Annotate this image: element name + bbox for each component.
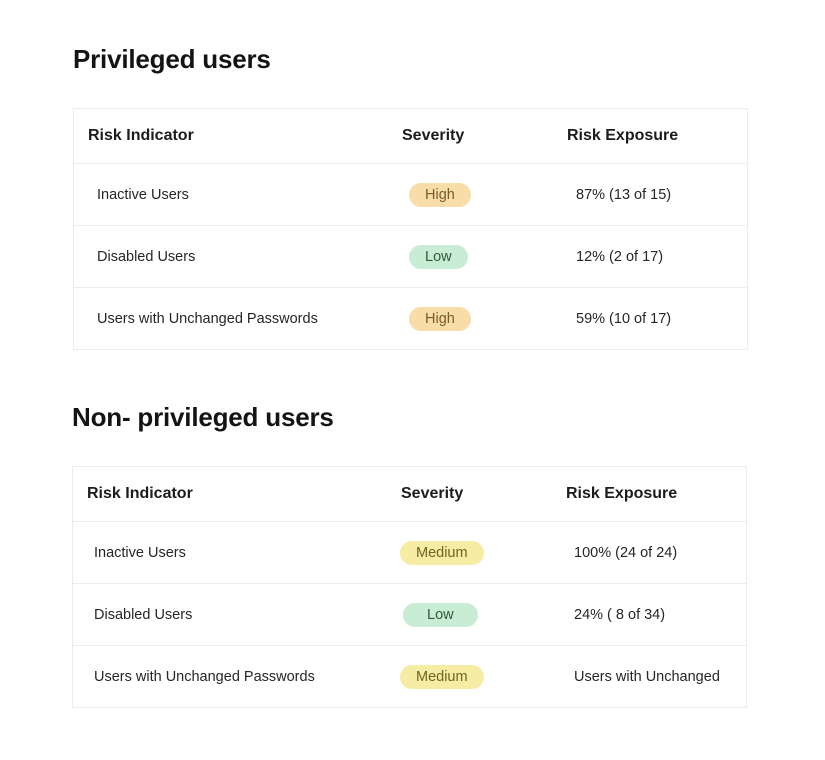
non-privileged-users-title: Non- privileged users — [72, 402, 334, 432]
table-row[interactable] — [73, 645, 746, 707]
risk-indicator-cell: Disabled Users — [94, 606, 193, 623]
column-header-severity: Severity — [401, 485, 464, 502]
table-row[interactable] — [74, 287, 747, 349]
table-row[interactable] — [73, 521, 746, 583]
risk-exposure-cell: 100% (24 of 24) — [574, 544, 678, 561]
risk-exposure-cell: 12% (2 of 17) — [576, 248, 664, 265]
severity-badge: Medium — [400, 541, 484, 565]
non-privileged-users-table — [72, 466, 747, 708]
severity-badge: Low — [403, 603, 478, 627]
table-header-row — [74, 109, 747, 163]
severity-badge: Low — [409, 245, 468, 269]
column-header-risk-indicator: Risk Indicator — [87, 485, 193, 502]
risk-exposure-cell: 24% ( 8 of 34) — [574, 606, 666, 623]
risk-exposure-cell: Users with Unchanged — [574, 668, 720, 685]
risk-exposure-cell: 59% (10 of 17) — [576, 310, 672, 327]
severity-badge: High — [409, 307, 471, 331]
risk-indicator-cell: Users with Unchanged Passwords — [94, 668, 315, 685]
privileged-users-table — [73, 108, 748, 350]
column-header-risk-exposure: Risk Exposure — [566, 485, 678, 502]
column-header-risk-exposure: Risk Exposure — [567, 127, 679, 144]
privileged-users-title: Privileged users — [73, 44, 271, 74]
risk-exposure-cell: 87% (13 of 15) — [576, 186, 672, 203]
risk-indicator-cell: Inactive Users — [97, 186, 189, 203]
column-header-severity: Severity — [402, 127, 465, 144]
table-row[interactable] — [73, 583, 746, 645]
table-row[interactable] — [74, 163, 747, 225]
risk-indicator-cell: Inactive Users — [94, 544, 186, 561]
column-header-risk-indicator: Risk Indicator — [88, 127, 194, 144]
risk-indicator-cell: Disabled Users — [97, 248, 196, 265]
table-header-row — [73, 467, 746, 521]
table-row[interactable] — [74, 225, 747, 287]
risk-indicator-cell: Users with Unchanged Passwords — [97, 310, 318, 327]
severity-badge: Medium — [400, 665, 484, 689]
severity-badge: High — [409, 183, 471, 207]
